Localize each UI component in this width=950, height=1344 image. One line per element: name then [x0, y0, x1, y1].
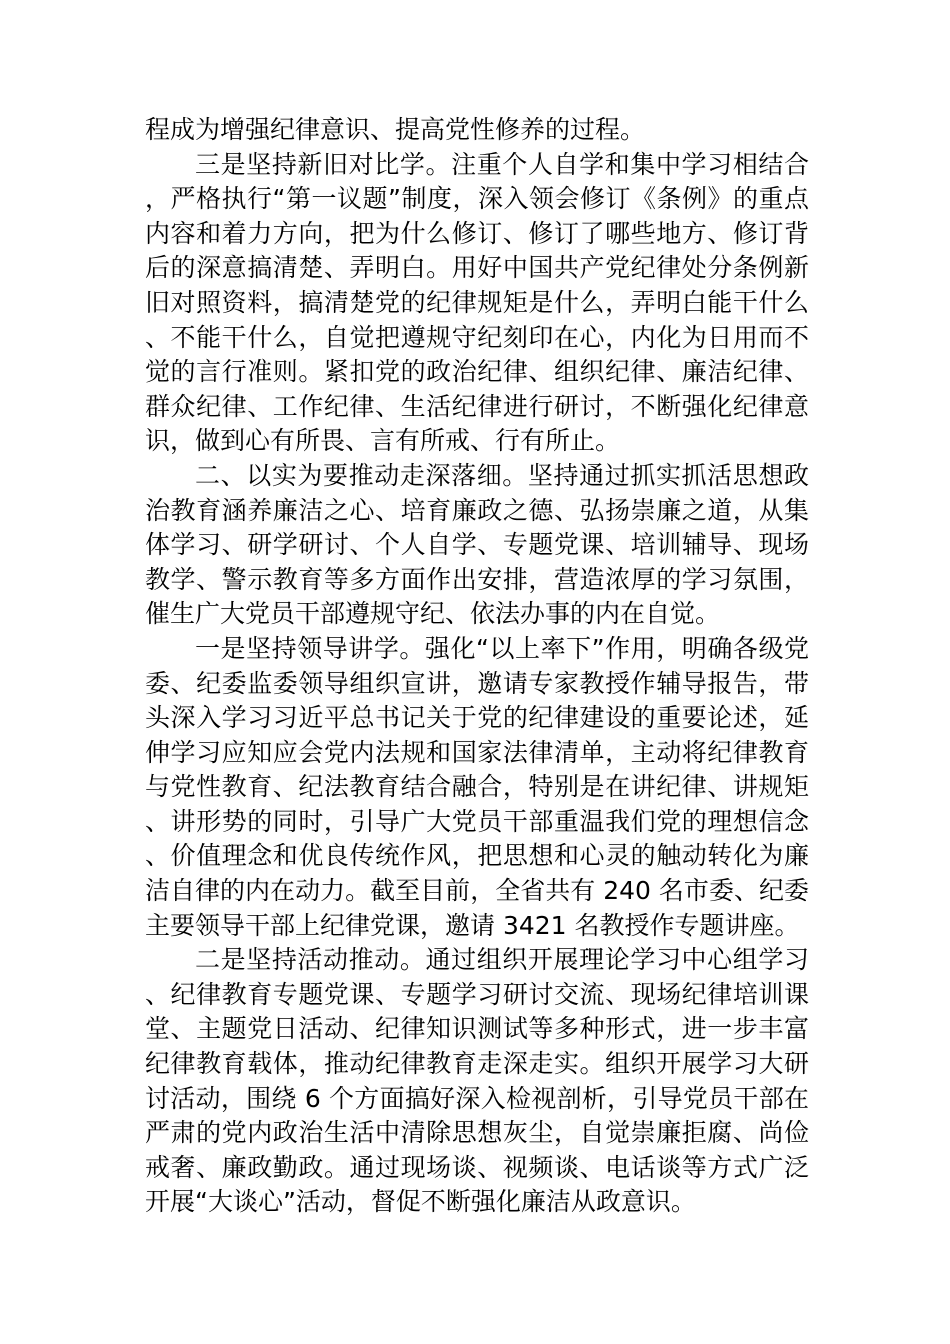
- paragraph-leadership-lectures: 一是坚持领导讲学。强化“以上率下”作用，明确各级党委、纪委监委领导组织宣讲，邀请专家教授作辅导报告，带头深入学习习近平总书记关于党的纪律建设的重要论述，延伸学习应知应会党内法规和国家法律清单，主动将纪律教育与党性教育、纪法教育结合融合，特别是在讲纪律、讲规矩、讲形势的同时，引导广大党员干部重温我们党的理想信念、价值理念和优良传统作风，把思想和心灵的触动转化为廉洁自律的内在动力。截至目前，全省共有 240 名市委、纪委主要领导干部上纪律党课，邀请 3421 名教授作专题讲座。: [145, 633, 809, 940]
- paragraph-new-old-comparison: 三是坚持新旧对比学。注重个人自学和集中学习相结合，严格执行“第一议题”制度，深入领会修订《条例》的重点内容和着力方向，把为什么修订、修订了哪些地方、修订背后的深意搞清楚、弄明白。用好中国共产党纪律处分条例新旧对照资料，搞清楚党的纪律规矩是什么，弄明白能干什么、不能干什么，自觉把遵规守纪刻印在心，内化为日用而不觉的言行准则。紧扣党的政治纪律、组织纪律、廉洁纪律、群众纪律、工作纪律、生活纪律进行研讨，不断强化纪律意识，做到心有所畏、言有所戒、行有所止。: [145, 149, 809, 456]
- paragraph-continuation: 程成为增强纪律意识、提高党性修养的过程。: [145, 115, 646, 144]
- paragraph-section-two-heading: 二、以实为要推动走深落细。坚持通过抓实抓活思想政治教育涵养廉洁之心、培育廉政之德、弘扬崇廉之道，从集体学习、研学研讨、个人自学、专题党课、培训辅导、现场教学、警示教育等多方面作出安排，营造浓厚的学习氛围，催生广大党员干部遵规守纪、依法办事的内在自觉。: [145, 460, 809, 629]
- document-body: [145, 113, 809, 1220]
- paragraph-activity-promotion: 二是坚持活动推动。通过组织开展理论学习中心组学习、纪律教育专题党课、专题学习研讨交流、现场纪律培训课堂、主题党日活动、纪律知识测试等多种形式，进一步丰富纪律教育载体，推动纪律教育走深走实。组织开展学习大研讨活动，围绕 6 个方面搞好深入检视剖析，引导党员干部在严肃的党内政治生活中清除思想灰尘，自觉崇廉拒腐、尚俭戒奢、廉政勤政。通过现场谈、视频谈、电话谈等方式广泛开展“大谈心”活动，督促不断强化廉洁从政意识。: [145, 945, 809, 1217]
